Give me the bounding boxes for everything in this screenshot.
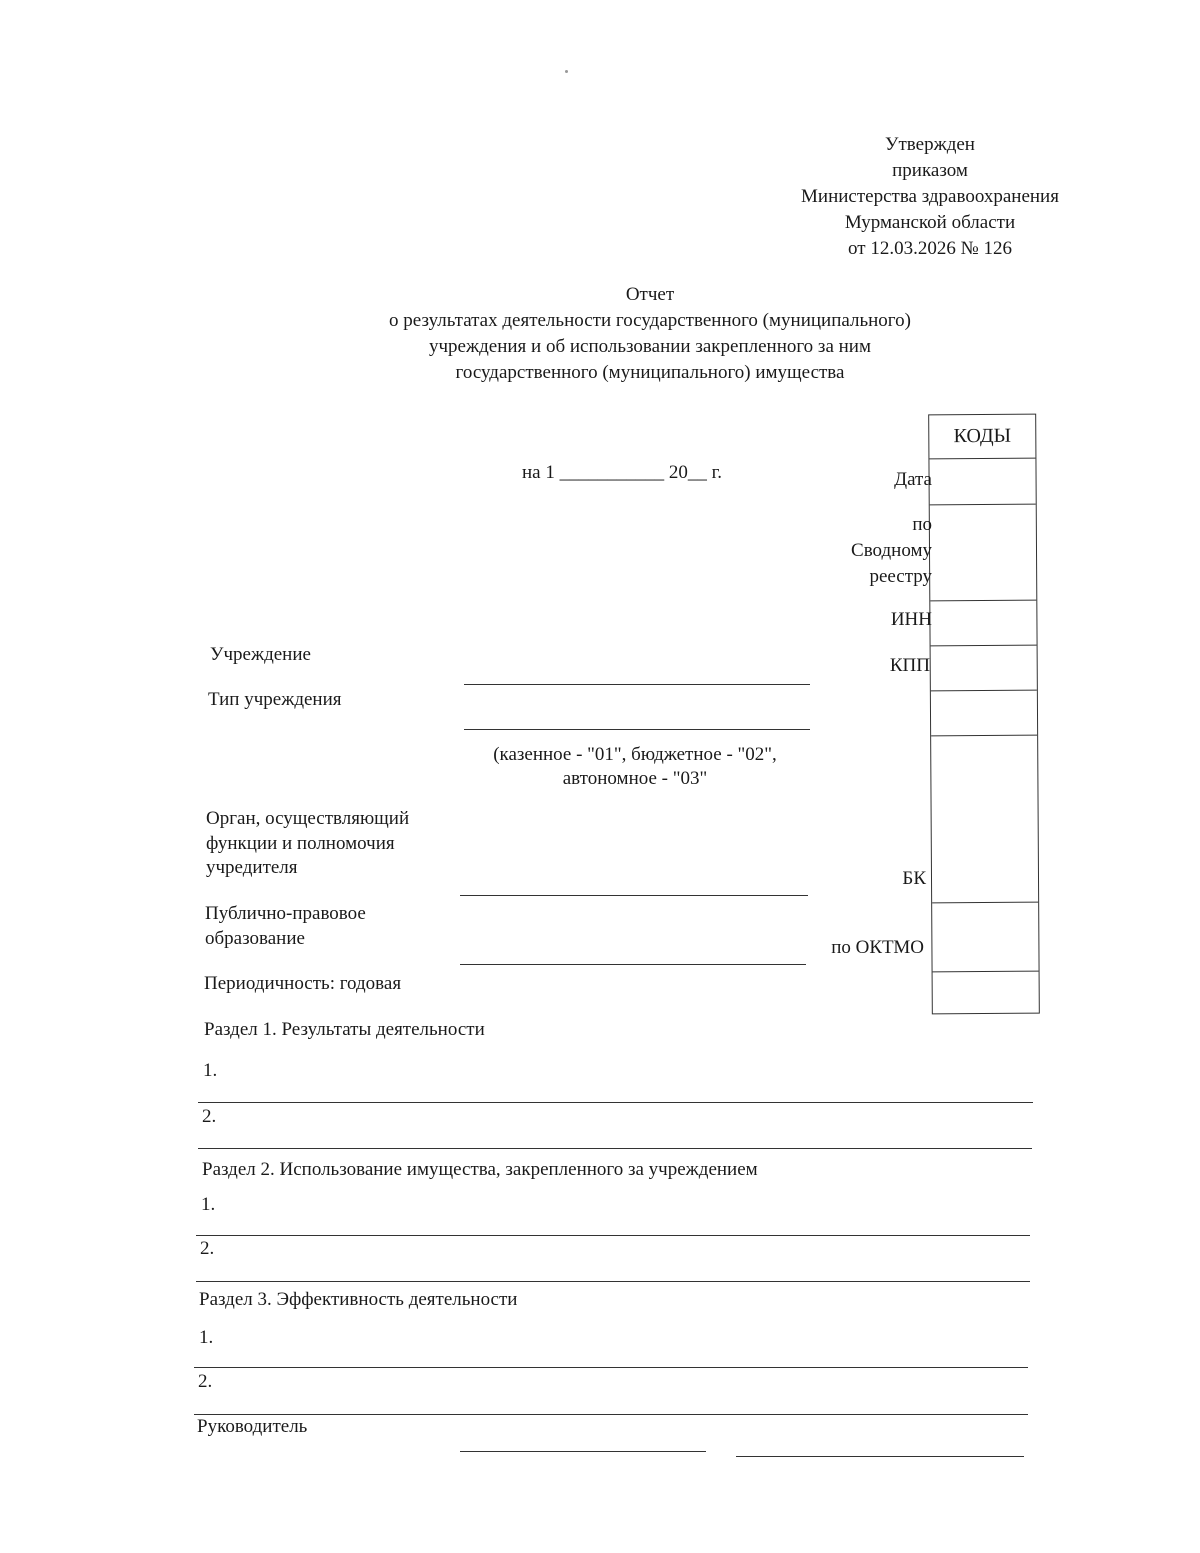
label-founder-1: Орган, осуществляющий [206, 808, 410, 829]
approval-block [760, 132, 1100, 262]
institution-input-line[interactable] [464, 684, 810, 685]
label-periodicity: Периодичность: годовая [204, 973, 402, 994]
code-cell-inn[interactable] [930, 601, 1036, 647]
codes-table [928, 414, 1040, 1015]
section-3-title: Раздел 3. Эффективность деятельности [199, 1289, 518, 1310]
section-1-item-2: 2. [202, 1106, 217, 1127]
section-1-item-2-line[interactable] [198, 1148, 1032, 1149]
codes-label-registry-3: реестру [869, 566, 932, 587]
title-line-2: о результатах деятельности государственного (муниципального) [389, 310, 911, 331]
approval-line-4: Мурманской области [844, 212, 1016, 233]
scan-speck [565, 70, 568, 73]
code-cell-oktmo[interactable] [932, 903, 1038, 973]
type-hint-line-2: автономное - "03" [562, 768, 708, 789]
code-cell-date[interactable] [929, 459, 1035, 506]
label-institution: Учреждение [210, 644, 311, 665]
code-cell-registry[interactable] [930, 505, 1037, 602]
label-public-entity-1: Публично-правовое [205, 903, 366, 924]
codes-label-bk: БК [902, 868, 926, 889]
label-institution-type: Тип учреждения [208, 689, 342, 710]
signature-line[interactable] [460, 1451, 706, 1452]
title-line-1: Отчет [625, 284, 675, 305]
founder-input-line[interactable] [460, 895, 808, 896]
section-2-item-2: 2. [200, 1238, 215, 1259]
codes-label-kpp: КПП [889, 655, 930, 676]
approval-line-3: Министерства здравоохранения [801, 186, 1059, 207]
title-line-3: учреждения и об использовании закрепленного за ним [429, 336, 871, 357]
section-3-item-2-line[interactable] [194, 1414, 1028, 1415]
title-line-4: государственного (муниципального) имущества [455, 362, 845, 383]
label-founder-2: функции и полномочия [206, 833, 395, 854]
codes-label-registry-2: Сводному [851, 540, 932, 561]
signature-name-line[interactable] [736, 1456, 1024, 1457]
code-cell-kpp[interactable] [931, 646, 1037, 692]
approval-line-2: приказом [892, 160, 968, 181]
section-2-item-2-line[interactable] [196, 1281, 1030, 1282]
section-2-title: Раздел 2. Использование имущества, закрепленного за учреждением [202, 1159, 758, 1180]
codes-label-date: Дата [894, 469, 932, 490]
label-founder-3: учредителя [206, 857, 298, 878]
approval-line-5: от 12.03.2026 № 126 [848, 238, 1012, 259]
section-3-item-1: 1. [199, 1327, 214, 1348]
code-cell-bk[interactable] [931, 736, 1038, 904]
section-2-item-1: 1. [201, 1194, 216, 1215]
type-hint-line-1: (казенное - "01", бюджетное - "02", [493, 744, 777, 765]
label-public-entity-2: образование [205, 928, 305, 949]
approval-line-1: Утвержден [885, 134, 975, 155]
code-cell-type[interactable] [931, 691, 1037, 737]
codes-label-inn: ИНН [890, 609, 932, 630]
section-3-item-1-line[interactable] [194, 1367, 1028, 1368]
report-date-line[interactable]: на 1 ___________ 20__ г. [522, 462, 723, 483]
signature-label: Руководитель [197, 1416, 308, 1437]
codes-label-registry-1: по [912, 514, 932, 535]
public-entity-input-line[interactable] [460, 964, 806, 965]
codes-header: КОДЫ [929, 415, 1035, 460]
section-1-item-1-line[interactable] [198, 1102, 1033, 1103]
institution-type-input-line[interactable] [464, 729, 810, 730]
report-title [250, 282, 1050, 386]
section-3-item-2: 2. [198, 1371, 213, 1392]
section-1-title: Раздел 1. Результаты деятельности [204, 1019, 485, 1040]
section-2-item-1-line[interactable] [196, 1235, 1030, 1236]
codes-label-oktmo: по ОКТМО [831, 937, 924, 958]
section-1-item-1: 1. [203, 1060, 218, 1081]
code-cell-periodicity[interactable] [933, 972, 1039, 1016]
